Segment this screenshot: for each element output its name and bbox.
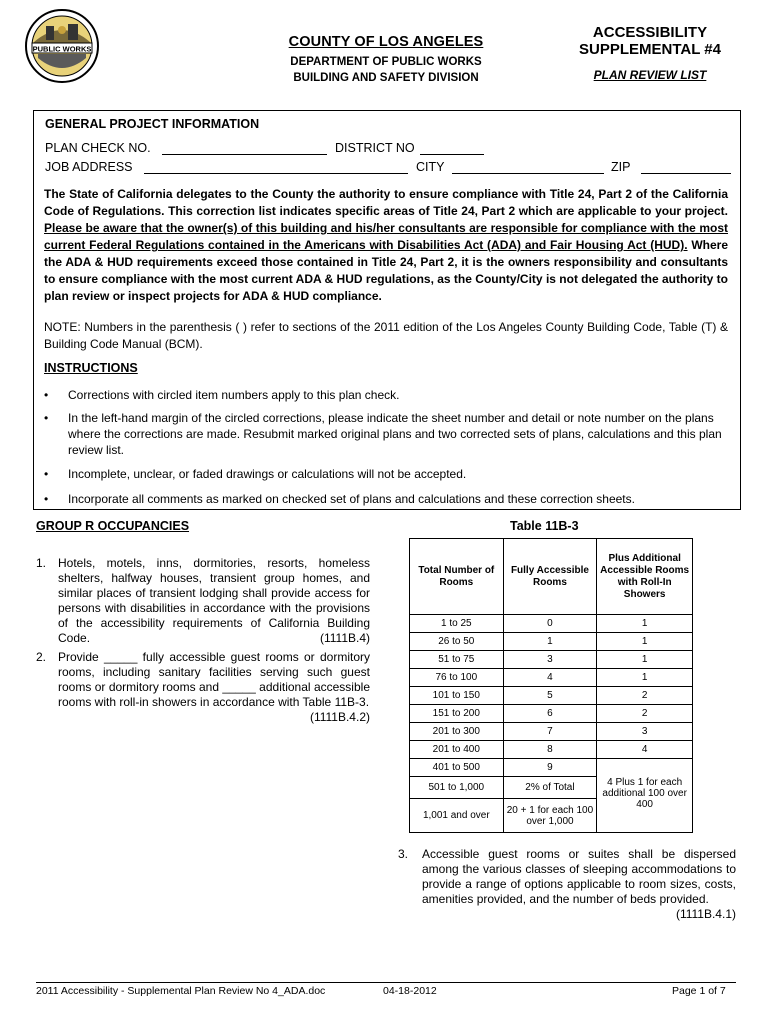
group-r-heading: GROUP R OCCUPANCIES — [36, 519, 190, 533]
footer-page: Page 1 of 7 — [672, 985, 726, 997]
bullet-icon: • — [44, 492, 49, 506]
project-info-heading: GENERAL PROJECT INFORMATION — [45, 117, 260, 131]
plan-check-label: PLAN CHECK NO. — [45, 141, 151, 155]
table-header-row — [410, 539, 693, 615]
footer-date: 04-18-2012 — [383, 985, 437, 997]
table-cell: 501 to 1,000 — [410, 777, 504, 799]
intro-part-3: Where the ADA & HUD requirements exceed those contained in Title 24, Part 2, it is the owners responsibility and consultants to ensure compliance with the most current ADA & HUD regulations, as the County/City is not delegated the authority to plan review or inspect projects for ADA & HUD compliance. — [44, 238, 729, 303]
table-cell: 101 to 150 — [410, 687, 504, 705]
table-row — [410, 615, 693, 633]
table-cell: 1 — [597, 651, 693, 669]
correction-item-1 — [36, 556, 370, 646]
item-citation: (1111B.4.2) — [309, 710, 370, 724]
footer-filename: 2011 Accessibility - Supplemental Plan Review No 4_ADA.doc — [36, 985, 326, 997]
table-cell: 20 + 1 for each 100 over 1,000 — [503, 799, 597, 833]
table-cell: 7 — [503, 723, 597, 741]
table-cell: 1 — [597, 669, 693, 687]
table-row — [410, 723, 693, 741]
instruction-text: Incomplete, unclear, or faded drawings or calculations will not be accepted. — [68, 467, 467, 481]
public-works-logo — [24, 8, 100, 84]
footer-divider — [36, 982, 736, 983]
zip-field[interactable] — [641, 173, 731, 174]
table-row — [410, 759, 693, 777]
table-cell: 201 to 400 — [410, 741, 504, 759]
item-number: 2. — [36, 650, 47, 664]
table-row — [410, 651, 693, 669]
intro-part-1: The State of California delegates to the County the authority to ensure compliance with Title 24, Part 2 of the California Code of Regulations. This correction list indicates specific areas of Title 24, Part 2 which are applicable to your project. — [44, 187, 728, 218]
bullet-icon: • — [44, 388, 49, 402]
instruction-item — [44, 387, 728, 403]
instruction-item — [44, 466, 728, 482]
instruction-text: Incorporate all comments as marked on checked set of plans and calculations and these correction sheets. — [68, 492, 635, 506]
table-cell: 0 — [503, 615, 597, 633]
table-cell: 1,001 and over — [410, 799, 504, 833]
table-cell: 8 — [503, 741, 597, 759]
instructions-heading: INSTRUCTIONS — [44, 361, 138, 375]
bullet-icon: • — [44, 411, 49, 425]
table-cell: 1 — [503, 633, 597, 651]
table-cell: 76 to 100 — [410, 669, 504, 687]
table-header-cell: Fully Accessible Rooms — [503, 539, 597, 615]
item-number: 1. — [36, 556, 47, 570]
doc-title-line-2: SUPPLEMENTAL #4 — [579, 41, 721, 58]
correction-item-2 — [36, 650, 370, 730]
instruction-text: Corrections with circled item numbers apply to this plan check. — [68, 388, 400, 402]
table-row — [410, 687, 693, 705]
correction-item-3 — [398, 847, 736, 925]
table-cell: 26 to 50 — [410, 633, 504, 651]
department-name: DEPARTMENT OF PUBLIC WORKS — [290, 56, 482, 68]
job-address-label: JOB ADDRESS — [45, 160, 133, 174]
county-name: COUNTY OF LOS ANGELES — [288, 34, 484, 50]
item-citation: (1111B.4) — [319, 631, 370, 645]
city-field[interactable] — [452, 173, 604, 174]
header-right — [570, 24, 730, 82]
table-cell: 4 — [597, 741, 693, 759]
division-name: BUILDING AND SAFETY DIVISION — [293, 72, 479, 84]
table-11b-3 — [409, 538, 693, 833]
table-cell: 4 Plus 1 for each additional 100 over 400 — [597, 759, 693, 833]
table-cell: 151 to 200 — [410, 705, 504, 723]
table-cell: 6 — [503, 705, 597, 723]
table-row — [410, 741, 693, 759]
zip-label: ZIP — [611, 160, 631, 174]
item-text: Hotels, motels, inns, dormitories, resorts, homeless shelters, halfway houses, transient group homes, and similar places of transient lodging shall provide access for persons with disabilities in accordance with the provisions of the accessibility requirements of California Building Code. — [58, 556, 370, 645]
instruction-item — [44, 410, 728, 458]
item-text: Accessible guest rooms or suites shall be dispersed among the various classes of sleeping accommodations to provide a range of options applicable to room sizes, costs, amenities provided, and the number of beds provided. — [422, 847, 736, 906]
doc-subtitle: PLAN REVIEW LIST — [593, 68, 707, 82]
table-cell: 3 — [597, 723, 693, 741]
table-cell: 4 — [503, 669, 597, 687]
item-citation: (1111B.4.1) — [675, 907, 736, 921]
header-center — [270, 34, 502, 84]
table-cell: 2 — [597, 687, 693, 705]
table-title: Table 11B-3 — [510, 519, 579, 533]
table-cell: 5 — [503, 687, 597, 705]
table-row — [410, 669, 693, 687]
district-label: DISTRICT NO — [335, 141, 415, 155]
district-field[interactable] — [420, 154, 484, 155]
doc-title-line-1: ACCESSIBILITY — [592, 24, 708, 41]
plan-check-field[interactable] — [162, 154, 327, 155]
table-cell: 1 — [597, 633, 693, 651]
svg-text:PUBLIC WORKS: PUBLIC WORKS — [32, 44, 92, 54]
table-cell: 1 — [597, 615, 693, 633]
job-address-field[interactable] — [144, 173, 408, 174]
intro-part-2: Please be aware that the owner(s) of this building and his/her consultants are responsible for compliance with the most current Federal Regulations contained in the Americans with Disabilities Act (ADA) and Fair Housing Act (HUD). — [44, 221, 728, 252]
note-paragraph: NOTE: Numbers in the parenthesis ( ) refer to sections of the 2011 edition of the Los Angeles County Building Code, Table (T) & Building Code Manual (BCM). — [44, 320, 728, 351]
project-info-box — [33, 110, 741, 510]
table-cell: 2 — [597, 705, 693, 723]
table-cell: 9 — [503, 759, 597, 777]
table-cell: 1 to 25 — [410, 615, 504, 633]
city-label: CITY — [416, 160, 445, 174]
item-text: Provide _____ fully accessible guest rooms or dormitory rooms, including sanitary facilities serving such guest rooms or dormitory rooms and _____ additional accessible rooms with roll-in showers in accordance with Table 11B-3. — [58, 650, 370, 709]
instruction-item — [44, 491, 728, 507]
table-cell: 51 to 75 — [410, 651, 504, 669]
table-row — [410, 705, 693, 723]
table-header-cell: Total Number of Rooms — [410, 539, 504, 615]
table-cell: 401 to 500 — [410, 759, 504, 777]
table-header-cell: Plus Additional Accessible Rooms with Roll-In Showers — [597, 539, 693, 615]
table-cell: 2% of Total — [503, 777, 597, 799]
table-row — [410, 633, 693, 651]
item-number: 3. — [398, 847, 409, 861]
bullet-icon: • — [44, 467, 49, 481]
table-cell: 201 to 300 — [410, 723, 504, 741]
table-cell: 3 — [503, 651, 597, 669]
intro-paragraph — [44, 186, 728, 305]
instruction-text: In the left-hand margin of the circled corrections, please indicate the sheet number and detail or note number on the plans where the corrections are made. Resubmit marked original plans and two corrected sets of plans, calculations and this plan review list. — [68, 411, 722, 457]
